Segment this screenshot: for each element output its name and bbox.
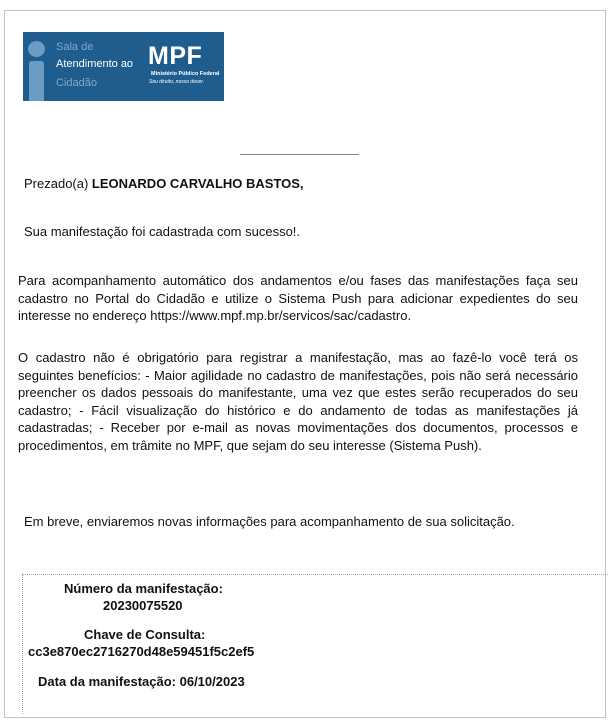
greeting [24, 175, 584, 193]
logo-line-2: Atendimento ao [56, 58, 134, 70]
manifestation-number: 20230075520 [103, 598, 183, 613]
query-key-label: Chave de Consulta: [84, 627, 206, 642]
manifestation-date-label: Data da manifestação: [38, 674, 180, 689]
person-icon [25, 40, 49, 101]
greeting-prefix: Prezado(a) [24, 176, 92, 191]
closing-message: Em breve, enviaremos novas informações para acompanhamento de sua solicitação. [24, 514, 515, 529]
logo-line-3: Cidadão [56, 77, 97, 89]
success-message: Sua manifestação foi cadastrada com sucesso!. [24, 224, 301, 239]
manifestation-date [38, 674, 245, 689]
manifestation-number-label: Número da manifestação: [64, 581, 223, 596]
logo-line-1: Sala de [56, 41, 94, 53]
mpf-logo [23, 32, 224, 101]
recipient-name: LEONARDO CARVALHO BASTOS, [91, 176, 304, 191]
divider [240, 154, 359, 155]
query-key: cc3e870ec2716270d48e59451f5c2ef5 [28, 644, 255, 659]
benefits-paragraph: O cadastro não é obrigatório para registrar a manifestação, mas ao fazê-lo você terá os seguintes benefícios: - Maior agilidade no cadastro de manifestações, pois não será necessário preencher os dados pessoais do manifestante, uma vez que estes serão recuperados do seu cadastro; - Fácil visualização do histórico e do andamento de todas as manifestações já cadastradas; - Receber por e-mail as novas movimentações dos documentos, processos e procedimentos, em trâmite no MPF, que sejam do seu interesse (Sistema Push). [18, 350, 578, 453]
tracking-paragraph: Para acompanhamento automático dos andamentos e/ou fases das manifestações faça seu cadastro no Portal do Cidadão e utilize o Sistema Push para adicionar expedientes do seu interesse no endereço https://www.mpf.mp.br/servicos/sac/cadastro. [18, 273, 578, 323]
logo-slogan: Seu direito, nosso dever. [149, 79, 205, 85]
logo-brand: MPF [148, 42, 203, 70]
logo-org: Ministério Público Federal [151, 71, 220, 77]
manifestation-date-value: 06/10/2023 [179, 674, 245, 689]
